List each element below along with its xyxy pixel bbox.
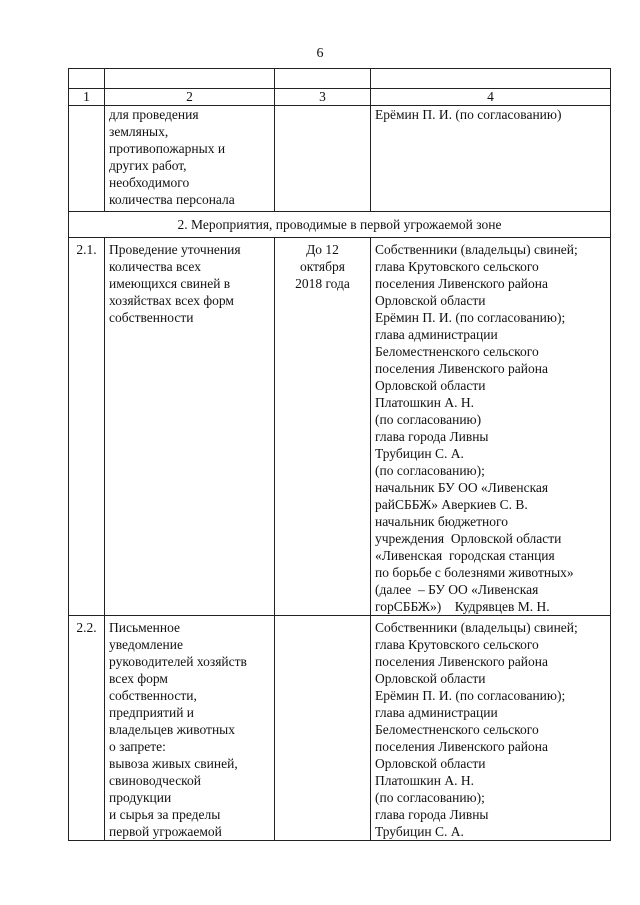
text-line: земляных, <box>109 124 169 139</box>
section-title: 2. Мероприятия, проводимые в первой угрожаемой зоне <box>69 212 611 238</box>
continuation-row <box>69 106 611 212</box>
text-line: Орловской области <box>375 756 486 771</box>
page-number: 6 <box>316 46 324 61</box>
text-line: глава города Ливны <box>375 807 489 822</box>
column-number-2: 2 <box>105 89 275 106</box>
text-line: Платошкин А. Н. <box>375 773 475 788</box>
column-number-4: 4 <box>371 89 611 106</box>
text-line: поселения Ливенского района <box>375 276 548 291</box>
text-line: уведомление <box>109 637 183 652</box>
text-line: собственности <box>109 310 194 325</box>
text-line: Собственники (владельцы) свиней; <box>375 242 578 257</box>
text-line: Проведение уточнения <box>109 242 241 257</box>
text-line: Трубицин С. А. <box>375 824 464 839</box>
text-line: глава города Ливны <box>375 429 489 444</box>
text-line: поселения Ливенского района <box>375 739 548 754</box>
text-line: предприятий и <box>109 705 195 720</box>
text-line: (по согласованию) <box>375 412 482 427</box>
text-line: Орловской области <box>375 671 486 686</box>
text-line: глава администрации <box>375 327 498 342</box>
row-number: 2.1. <box>69 238 105 616</box>
column-number-row <box>69 89 611 106</box>
text-line: октября <box>300 259 345 274</box>
text-line: поселения Ливенского района <box>375 361 548 376</box>
text-line: «Ливенская городская станция <box>375 548 555 563</box>
column-number-1: 1 <box>69 89 105 106</box>
text-line: поселения Ливенского района <box>375 654 548 669</box>
text-line: Ерёмин П. И. (по согласованию); <box>375 310 566 325</box>
text-line: противопожарных и <box>109 141 226 156</box>
table-row <box>69 238 611 616</box>
term-cell <box>275 106 371 212</box>
text-line: владельцев животных <box>109 722 235 737</box>
term-cell <box>275 616 371 841</box>
text-line: Ерёмин П. И. (по согласованию) <box>375 107 562 122</box>
activity-cell <box>105 616 275 841</box>
text-line: начальник БУ ОО «Ливенская <box>375 480 549 495</box>
text-line: о запрете: <box>109 739 166 754</box>
blank-header-row <box>69 69 611 89</box>
blank-cell <box>105 69 275 89</box>
text-line: Письменное <box>109 620 181 635</box>
text-line: хозяйствах всех форм <box>109 293 234 308</box>
text-line: начальник бюджетного <box>375 514 508 529</box>
text-line: количества персонала <box>109 192 235 207</box>
text-line: необходимого <box>109 175 190 190</box>
column-number-3: 3 <box>275 89 371 106</box>
activity-cell <box>105 106 275 212</box>
activity-table <box>68 68 611 841</box>
table-row <box>69 616 611 841</box>
text-line: (далее – БУ ОО «Ливенская <box>375 582 539 597</box>
text-line: Орловской области <box>375 293 486 308</box>
text-line: Собственники (владельцы) свиней; <box>375 620 578 635</box>
blank-cell <box>371 69 611 89</box>
text-line: первой угрожаемой <box>109 824 222 839</box>
text-line: (по согласованию); <box>375 463 485 478</box>
text-line: 2018 года <box>295 276 350 291</box>
text-line: для проведения <box>109 107 199 122</box>
text-line: других работ, <box>109 158 187 173</box>
blank-cell <box>69 69 105 89</box>
text-line: собственности, <box>109 688 197 703</box>
text-line: продукции <box>109 790 172 805</box>
text-line: Беломестненского сельского <box>375 722 539 737</box>
text-line: До 12 <box>306 242 339 257</box>
text-line: количества всех <box>109 259 201 274</box>
text-line: учреждения Орловской области <box>375 531 562 546</box>
text-line: глава Крутовского сельского <box>375 637 539 652</box>
text-line: Платошкин А. Н. <box>375 395 475 410</box>
text-line: Орловской области <box>375 378 486 393</box>
text-line: райСББЖ» Аверкиев С. В. <box>375 497 528 512</box>
activity-cell <box>105 238 275 616</box>
text-line: по борьбе с болезнями животных» <box>375 565 574 580</box>
row-number-cell <box>69 106 105 212</box>
text-line: Беломестненского сельского <box>375 344 539 359</box>
row-number: 2.2. <box>69 616 105 841</box>
text-line: и сырья за пределы <box>109 807 221 822</box>
blank-cell <box>275 69 371 89</box>
text-line: Трубицин С. А. <box>375 446 464 461</box>
section-row <box>69 212 611 238</box>
text-line: горСББЖ») Кудрявцев М. Н. <box>375 599 550 614</box>
text-line: (по согласованию); <box>375 790 485 805</box>
term-cell <box>275 238 371 616</box>
text-line: всех форм <box>109 671 168 686</box>
text-line: вывоза живых свиней, <box>109 756 238 771</box>
text-line: имеющихся свиней в <box>109 276 231 291</box>
responsible-cell <box>371 616 611 841</box>
text-line: свиноводческой <box>109 773 202 788</box>
responsible-cell <box>371 238 611 616</box>
text-line: Ерёмин П. И. (по согласованию); <box>375 688 566 703</box>
text-line: руководителей хозяйств <box>109 654 247 669</box>
text-line: глава администрации <box>375 705 498 720</box>
text-line: глава Крутовского сельского <box>375 259 539 274</box>
responsible-cell <box>371 106 611 212</box>
